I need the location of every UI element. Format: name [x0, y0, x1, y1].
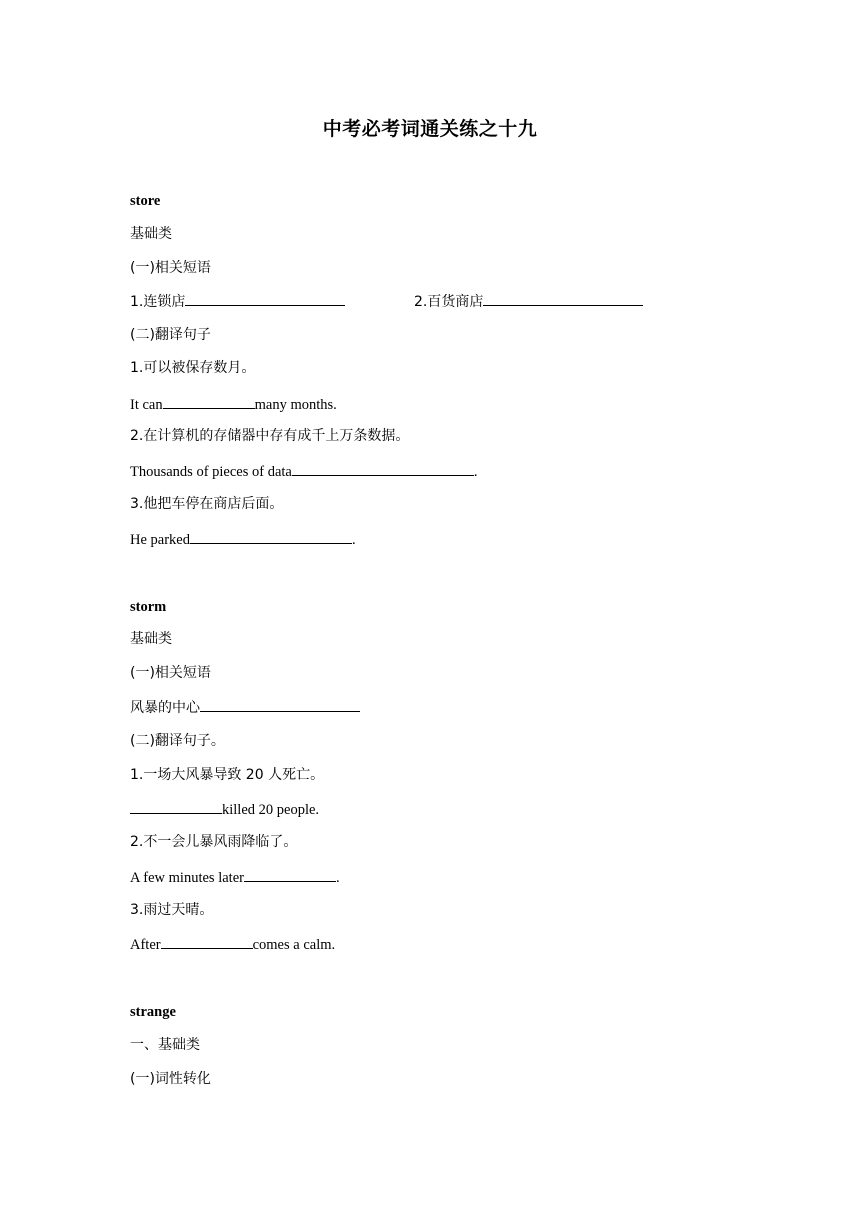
store-sentence-1-en	[130, 394, 337, 415]
store-phrase-1	[130, 291, 345, 312]
storm-sentence-2-cn: 2.不一会儿暴风雨降临了。	[130, 834, 298, 850]
store-s2-en-a: Thousands of pieces of data	[130, 464, 292, 480]
storm-s3-en-a: After	[130, 937, 161, 953]
storm-sentence-2-en	[130, 867, 340, 888]
word-storm-heading: storm	[130, 599, 167, 615]
word-strange-heading: strange	[130, 1004, 176, 1020]
store-s1-en-a: It can	[130, 397, 163, 413]
store-translate-heading: (二)翻译句子	[130, 327, 211, 343]
storm-phrases-heading: (一)相关短语	[130, 665, 211, 681]
word-store-heading: store	[130, 193, 161, 209]
store-sentence-3-cn: 3.他把车停在商店后面。	[130, 496, 284, 512]
store-phrase-2	[414, 291, 643, 312]
storm-s2-en-a: A few minutes later	[130, 870, 244, 886]
storm-phrase-1	[130, 697, 360, 718]
store-s1-en-b: many months.	[254, 397, 337, 413]
answer-blank[interactable]	[185, 291, 345, 306]
page-title: 中考必考词通关练之十九	[322, 118, 538, 140]
store-phrase-2-label: 2.百货商店	[414, 294, 484, 310]
store-basic-label: 基础类	[130, 226, 172, 242]
answer-blank[interactable]	[190, 529, 352, 544]
answer-blank[interactable]	[244, 867, 336, 882]
answer-blank[interactable]	[292, 461, 474, 476]
store-sentence-1-cn: 1.可以被保存数月。	[130, 360, 256, 376]
answer-blank[interactable]	[130, 799, 222, 814]
store-phrases-heading: (一)相关短语	[130, 260, 211, 276]
answer-blank[interactable]	[483, 291, 643, 306]
storm-sentence-1-en	[130, 799, 319, 820]
strange-basic-label: 一、基础类	[130, 1037, 200, 1053]
store-sentence-2-en	[130, 461, 478, 482]
storm-sentence-1-cn: 1.一场大风暴导致 20 人死亡。	[130, 767, 325, 783]
answer-blank[interactable]	[200, 697, 360, 712]
store-s3-en-b: .	[351, 532, 356, 548]
strange-conversion-heading: (一)词性转化	[130, 1071, 211, 1087]
storm-basic-label: 基础类	[130, 631, 172, 647]
storm-s3-en-b: comes a calm.	[252, 937, 336, 953]
storm-sentence-3-en	[130, 934, 335, 955]
storm-sentence-3-cn: 3.雨过天晴。	[130, 902, 214, 918]
store-phrase-1-label: 1.连锁店	[130, 294, 186, 310]
store-s2-en-b: .	[473, 464, 478, 480]
store-sentence-3-en	[130, 529, 356, 550]
storm-s1-en-b: killed 20 people.	[222, 802, 320, 818]
store-s3-en-a: He parked	[130, 532, 190, 548]
storm-phrase-1-label: 风暴的中心	[130, 700, 200, 716]
answer-blank[interactable]	[161, 934, 253, 949]
storm-s2-en-b: .	[335, 870, 340, 886]
store-sentence-2-cn: 2.在计算机的存储器中存有成千上万条数据。	[130, 428, 410, 444]
storm-translate-heading: (二)翻译句子。	[130, 733, 225, 749]
answer-blank[interactable]	[163, 394, 255, 409]
